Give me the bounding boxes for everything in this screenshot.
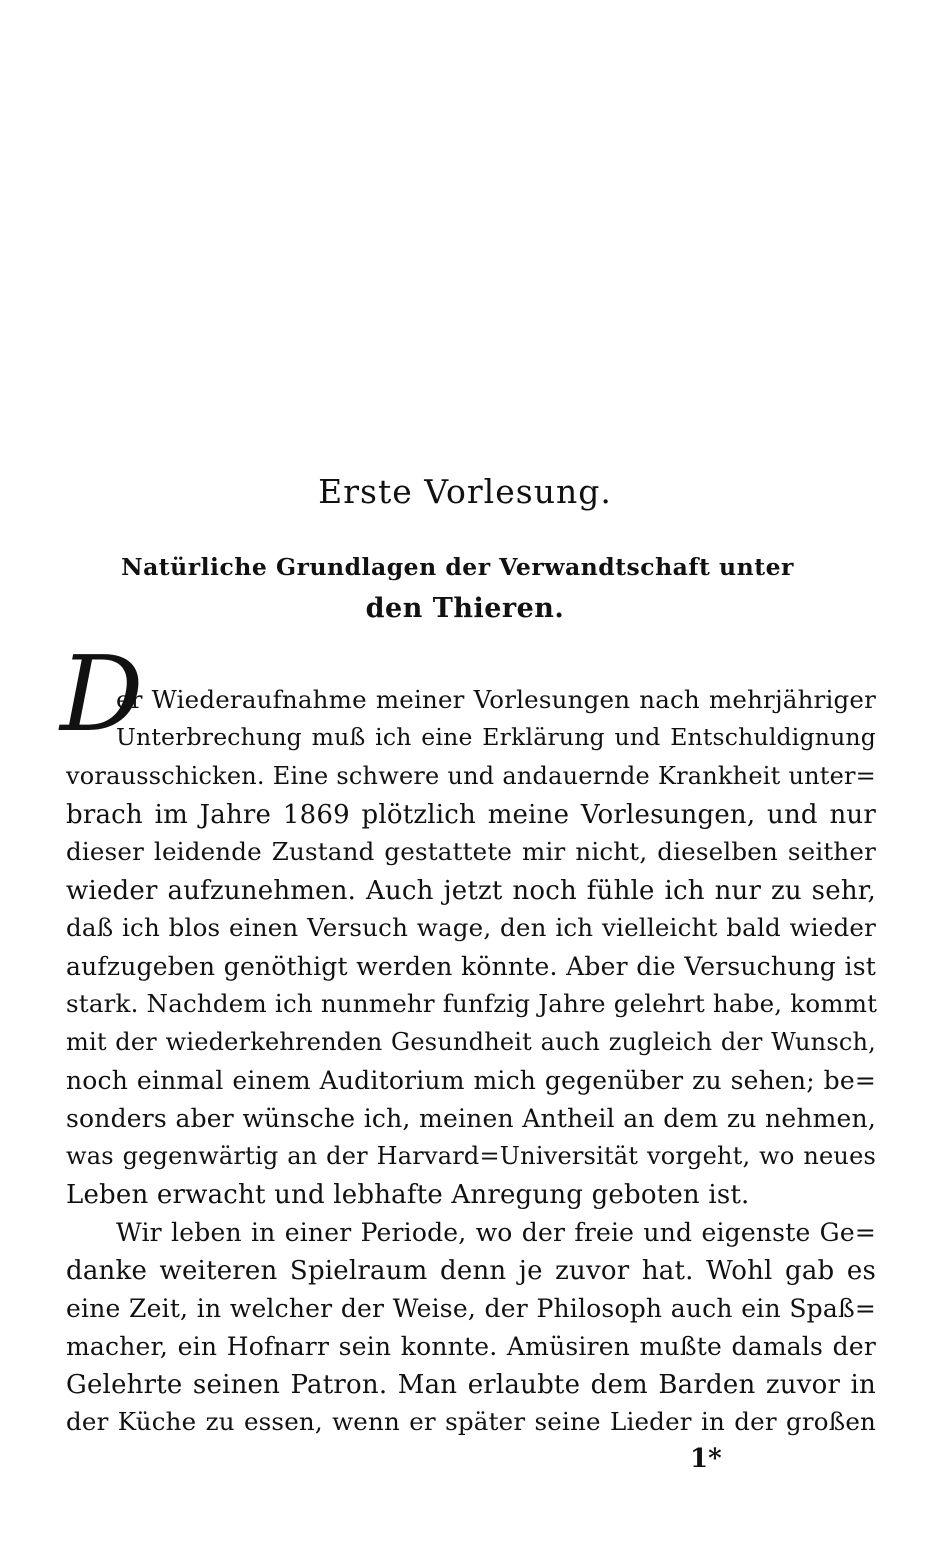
text-line: Unterbrechung muß ich eine Erklärung und Entschuldignung — [116, 723, 876, 751]
text-line: aufzugeben genöthigt werden könnte. Aber die Versuchung ist — [66, 952, 876, 981]
text-line: Gelehrte seinen Patron. Man erlaubte dem Barden zuvor in — [66, 1370, 876, 1400]
chapter-subtitle-line-1: Natürliche Grundlagen der Verwandtschaft unter — [121, 553, 794, 581]
text-line: Leben erwacht und lebhafte Anregung geboten ist. — [66, 1180, 750, 1210]
text-line: eine Zeit, in welcher der Weise, der Philosoph auch ein Spaß= — [66, 1294, 876, 1323]
drop-cap: D — [60, 633, 144, 755]
text-line: sonders aber wünsche ich, meinen Antheil an dem zu nehmen, — [66, 1104, 876, 1133]
text-line: vorausschicken. Eine schwere und andauernde Krankheit unter= — [66, 762, 876, 790]
text-line: was gegenwärtig an der Harvard=Universität vorgeht, wo neues — [66, 1142, 876, 1170]
text-line: der Küche zu essen, wenn er später seine Lieder in der großen — [66, 1407, 876, 1436]
chapter-heading: Erste Vorlesung. — [318, 472, 612, 511]
text-line: noch einmal einem Auditorium mich gegenüber zu sehen; be= — [66, 1066, 876, 1095]
page-signature: 1* — [690, 1444, 722, 1474]
text-line: stark. Nachdem ich nunmehr funfzig Jahre gelehrt habe, kommt — [66, 989, 878, 1018]
text-line: wieder aufzunehmen. Auch jetzt noch fühle ich nur zu sehr, — [66, 876, 876, 906]
text-line: macher, ein Hofnarr sein konnte. Amüsiren mußte damals der — [66, 1332, 876, 1361]
text-line: Wir leben in einer Periode, wo der freie und eigenste Ge= — [116, 1218, 876, 1247]
text-line: danke weiteren Spielraum denn je zuvor hat. Wohl gab es — [66, 1256, 876, 1286]
chapter-subtitle-line-2: den Thieren. — [365, 593, 565, 624]
text-line: mit der wiederkehrenden Gesundheit auch zugleich der Wunsch, — [66, 1028, 876, 1056]
text-line: dieser leidende Zustand gestattete mir nicht, dieselben seither — [66, 837, 876, 866]
text-line: brach im Jahre 1869 plötzlich meine Vorlesungen, und nur — [66, 800, 876, 830]
text-line: er Wiederaufnahme meiner Vorlesungen nach mehrjähriger — [116, 685, 876, 714]
text-line: daß ich blos einen Versuch wage, den ich vielleicht bald wieder — [66, 913, 876, 942]
